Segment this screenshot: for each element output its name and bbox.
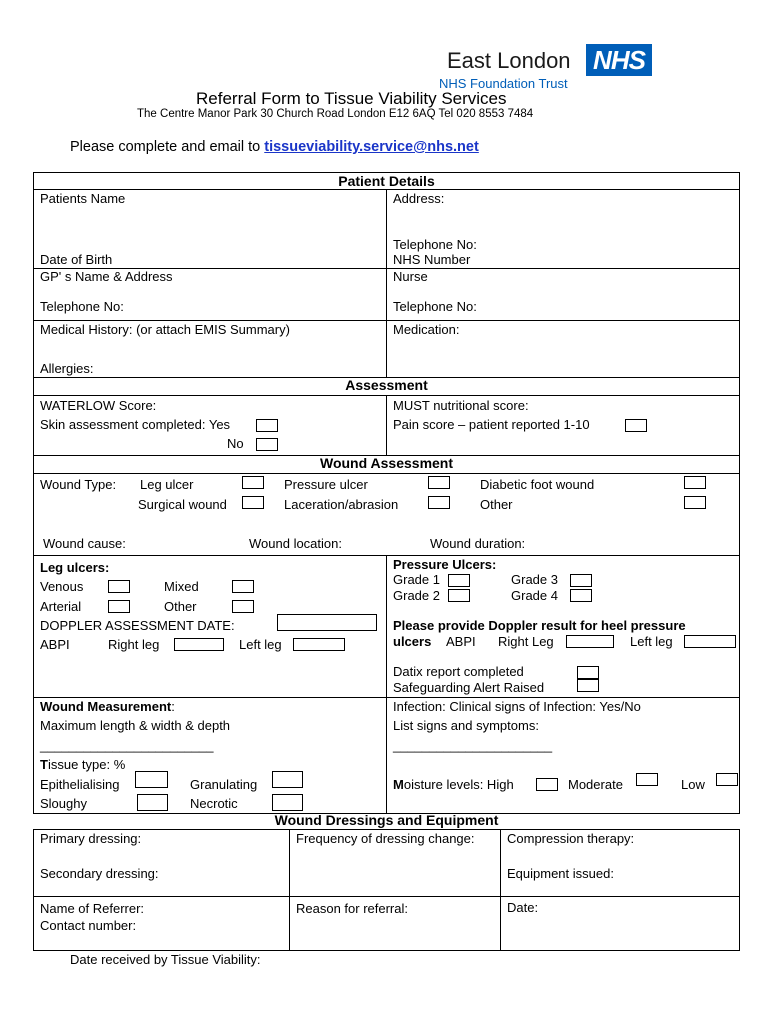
heel-abpi-label: ABPI <box>446 634 476 649</box>
gp-telephone-label: Telephone No: <box>40 299 124 314</box>
gp-label: GP' s Name & Address <box>40 269 173 284</box>
pressure-ulcer-label: Pressure ulcer <box>284 477 368 492</box>
mixed-label: Mixed <box>164 579 199 594</box>
email-link[interactable]: tissueviability.service@nhs.net <box>264 139 479 155</box>
epithelialising-label: Epithelialising <box>40 777 120 792</box>
org-name: East London <box>447 48 571 73</box>
dressings-heading: Wound Dressings and Equipment <box>274 812 499 828</box>
leg-ulcer-checkbox[interactable] <box>242 476 264 489</box>
address-label: Address: <box>393 191 445 206</box>
datix-checkbox[interactable] <box>577 666 599 679</box>
must-label: MUST nutritional score: <box>393 398 529 413</box>
sloughy-label: Sloughy <box>40 796 87 811</box>
heel-left-leg-label: Left leg <box>630 634 673 649</box>
skin-assessment-label: Skin assessment completed: Yes <box>40 417 231 432</box>
assessment-heading: Assessment <box>345 377 428 393</box>
trust-name: NHS Foundation Trust <box>439 76 568 91</box>
surgical-wound-checkbox[interactable] <box>242 496 264 509</box>
mixed-checkbox[interactable] <box>232 580 254 593</box>
surgical-wound-label: Surgical wound <box>138 497 227 512</box>
datix-label: Datix report completed <box>393 664 524 679</box>
wound-measurement-title: Wound Measurement <box>40 699 172 714</box>
grade3-label: Grade 3 <box>511 572 558 587</box>
safeguarding-checkbox[interactable] <box>577 679 599 692</box>
grade2-checkbox[interactable] <box>448 589 470 602</box>
medication-label: Medication: <box>393 322 460 337</box>
heel-left-leg-field[interactable] <box>684 635 736 648</box>
instruction-text <box>70 139 479 155</box>
grade4-checkbox[interactable] <box>570 589 592 602</box>
moisture-moderate-checkbox[interactable] <box>636 773 658 786</box>
instruction-label: Please complete and email to <box>70 139 261 155</box>
abpi-label: ABPI <box>40 637 70 652</box>
reason-label: Reason for referral: <box>296 901 408 916</box>
signs-line: ______________________ <box>393 738 553 753</box>
tissue-type-rest: issue type: % <box>47 757 126 772</box>
heel-right-leg-label: Right Leg <box>498 634 554 649</box>
grade1-checkbox[interactable] <box>448 574 470 587</box>
necrotic-field[interactable] <box>272 794 303 811</box>
patient-details-heading: Patient Details <box>338 173 435 189</box>
pain-score-box[interactable] <box>625 419 647 432</box>
date-received-label: Date received by Tissue Viability: <box>70 952 261 967</box>
leg-ulcer-label: Leg ulcer <box>140 477 194 492</box>
moisture-rest: oisture levels: High <box>403 777 514 792</box>
heel-doppler-instruction: Please provide Doppler result for heel pressure <box>393 618 686 633</box>
patient-name-label: Patients Name <box>40 191 126 206</box>
diabetic-foot-label: Diabetic foot wound <box>480 477 595 492</box>
skin-no-checkbox[interactable] <box>256 438 278 451</box>
other-wound-checkbox[interactable] <box>684 496 706 509</box>
heel-right-leg-field[interactable] <box>566 635 614 648</box>
wound-assessment-heading: Wound Assessment <box>319 455 454 471</box>
venous-label: Venous <box>40 579 84 594</box>
form-title: Referral Form to Tissue Viability Services <box>196 89 507 108</box>
granulating-field[interactable] <box>272 771 303 788</box>
arterial-label: Arterial <box>40 599 82 614</box>
wound-cause-label: Wound cause: <box>43 536 126 551</box>
nurse-label: Nurse <box>393 269 428 284</box>
wound-measurement-heading <box>40 699 175 714</box>
secondary-dressing-label: Secondary dressing: <box>40 866 159 881</box>
moderate-label: Moderate <box>568 777 623 792</box>
frequency-label: Frequency of dressing change: <box>296 831 475 846</box>
nhs-logo: NHS <box>586 44 652 76</box>
dimensions-line: ________________________ <box>40 738 214 753</box>
equipment-label: Equipment issued: <box>507 866 614 881</box>
grade4-label: Grade 4 <box>511 588 558 603</box>
grade3-checkbox[interactable] <box>570 574 592 587</box>
heel-ulcers-label: ulcers <box>393 634 432 649</box>
grade1-label: Grade 1 <box>393 572 440 587</box>
pain-score-label: Pain score – patient reported 1-10 <box>393 417 590 432</box>
date-label: Date: <box>507 900 539 915</box>
medical-history-label: Medical History: (or attach EMIS Summary) <box>40 322 290 337</box>
doppler-date-field[interactable] <box>277 614 377 631</box>
safeguarding-label: Safeguarding Alert Raised <box>393 680 545 695</box>
necrotic-label: Necrotic <box>190 796 238 811</box>
moisture-label <box>393 777 514 792</box>
referrer-label: Name of Referrer: <box>40 901 145 916</box>
skin-no-label: No <box>227 436 244 451</box>
wound-location-label: Wound location: <box>249 536 342 551</box>
laceration-label: Laceration/abrasion <box>284 497 399 512</box>
dob-label: Date of Birth <box>40 252 113 267</box>
compression-label: Compression therapy: <box>507 831 635 846</box>
left-leg-field[interactable] <box>293 638 345 651</box>
low-label: Low <box>681 777 705 792</box>
epithelialising-field[interactable] <box>135 771 168 788</box>
service-address: The Centre Manor Park 30 Church Road London E12 6AQ Tel 020 8553 7484 <box>137 108 534 120</box>
signs-symptoms-label: List signs and symptoms: <box>393 718 539 733</box>
diabetic-foot-checkbox[interactable] <box>684 476 706 489</box>
other-leg-label: Other <box>164 599 197 614</box>
sloughy-field[interactable] <box>137 794 168 811</box>
leg-ulcers-heading: Leg ulcers: <box>40 560 110 575</box>
pressure-ulcers-heading: Pressure Ulcers: <box>393 557 497 572</box>
primary-dressing-label: Primary dressing: <box>40 831 142 846</box>
max-dimensions-label: Maximum length & width & depth <box>40 718 231 733</box>
left-leg-label: Left leg <box>239 637 282 652</box>
moisture-low-checkbox[interactable] <box>716 773 738 786</box>
infection-label: Infection: Clinical signs of Infection: Yes/No <box>393 699 641 714</box>
wound-measurement-colon: : <box>171 699 175 714</box>
other-leg-checkbox[interactable] <box>232 600 254 613</box>
nhs-number-label: NHS Number <box>393 252 471 267</box>
right-leg-field[interactable] <box>174 638 224 651</box>
venous-checkbox[interactable] <box>108 580 130 593</box>
allergies-label: Allergies: <box>40 361 94 376</box>
grade2-label: Grade 2 <box>393 588 440 603</box>
other-wound-label: Other <box>480 497 513 512</box>
laceration-checkbox[interactable] <box>428 496 450 509</box>
nurse-telephone-label: Telephone No: <box>393 299 477 314</box>
skin-yes-checkbox[interactable] <box>256 419 278 432</box>
right-leg-label: Right leg <box>108 637 160 652</box>
wound-type-label: Wound Type: <box>40 477 117 492</box>
telephone-label: Telephone No: <box>393 237 477 252</box>
tissue-type-label <box>40 757 125 772</box>
tissue-type-initial: T <box>40 757 48 772</box>
moisture-initial: M <box>393 777 404 792</box>
granulating-label: Granulating <box>190 777 258 792</box>
doppler-date-label: DOPPLER ASSESSMENT DATE: <box>40 618 235 633</box>
wound-duration-label: Wound duration: <box>430 536 526 551</box>
arterial-checkbox[interactable] <box>108 600 130 613</box>
waterlow-label: WATERLOW Score: <box>40 398 157 413</box>
moisture-high-checkbox[interactable] <box>536 778 558 791</box>
pressure-ulcer-checkbox[interactable] <box>428 476 450 489</box>
contact-label: Contact number: <box>40 918 137 933</box>
